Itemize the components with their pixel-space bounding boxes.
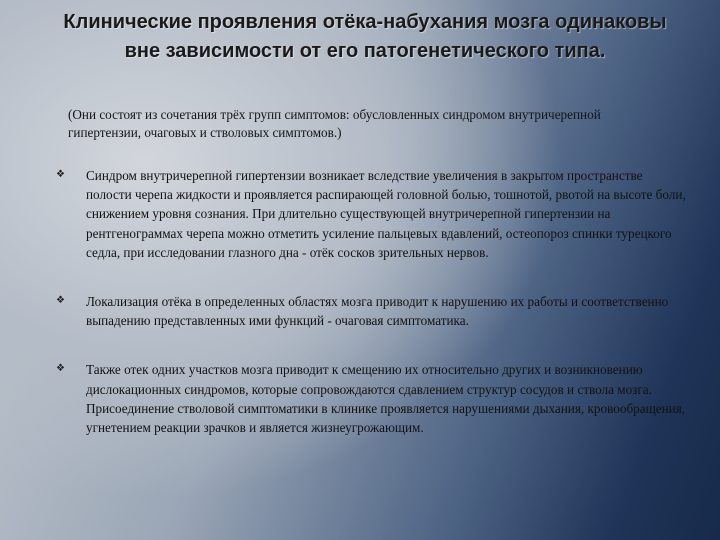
bullet-list — [50, 166, 690, 437]
diamond-bullet-icon: ❖ — [56, 295, 65, 307]
diamond-bullet-icon: ❖ — [56, 363, 65, 375]
bullet-text: Синдром внутричерепной гипертензии возникает вследствие увеличения в закрытом пространстве полости черепа жидкости и проявляется распирающей головной болью, тошнотой, рвотой на высоте боли, снижением уровня сознания. При длительно существующей внутричерепной гипертензии на рентгенограммах черепа можно отметить усиление пальцевых вдавлений, остеопороз спинки турецкого седла, при исследовании глазного дна - отёк сосков зрительных нервов. — [86, 168, 686, 260]
diamond-bullet-icon: ❖ — [56, 169, 65, 180]
list-item — [50, 360, 690, 437]
intro-text: (Они состоят из сочетания трёх групп симптомов: обусловленных синдромом внутричерепной гипертензии, очаговых и стволовых симптомов.) — [68, 107, 601, 140]
slide-title: Клинические проявления отёка-набухания мозга одинаковы вне зависимости от его патогенетического типа. — [63, 11, 667, 62]
list-item — [50, 292, 690, 330]
bullet-text: Также отек одних участков мозга приводит к смещению их относительно других и возникновению дислокационных синдромов, которые сопровождаются сдавлением структур сосудов и ствола мозга. Присоединение стволовой симптоматики в клинике проявляется нарушениями дыхания, кровообращения, угнетением реакции зрачков и является жизнеугрожающим. — [86, 362, 686, 436]
list-item — [50, 166, 690, 262]
bullet-text: Локализация отёка в определенных областях мозга приводит к нарушению их работы и соответственно выпадению представленных ими функций - очаговая симптоматика. — [86, 294, 669, 329]
